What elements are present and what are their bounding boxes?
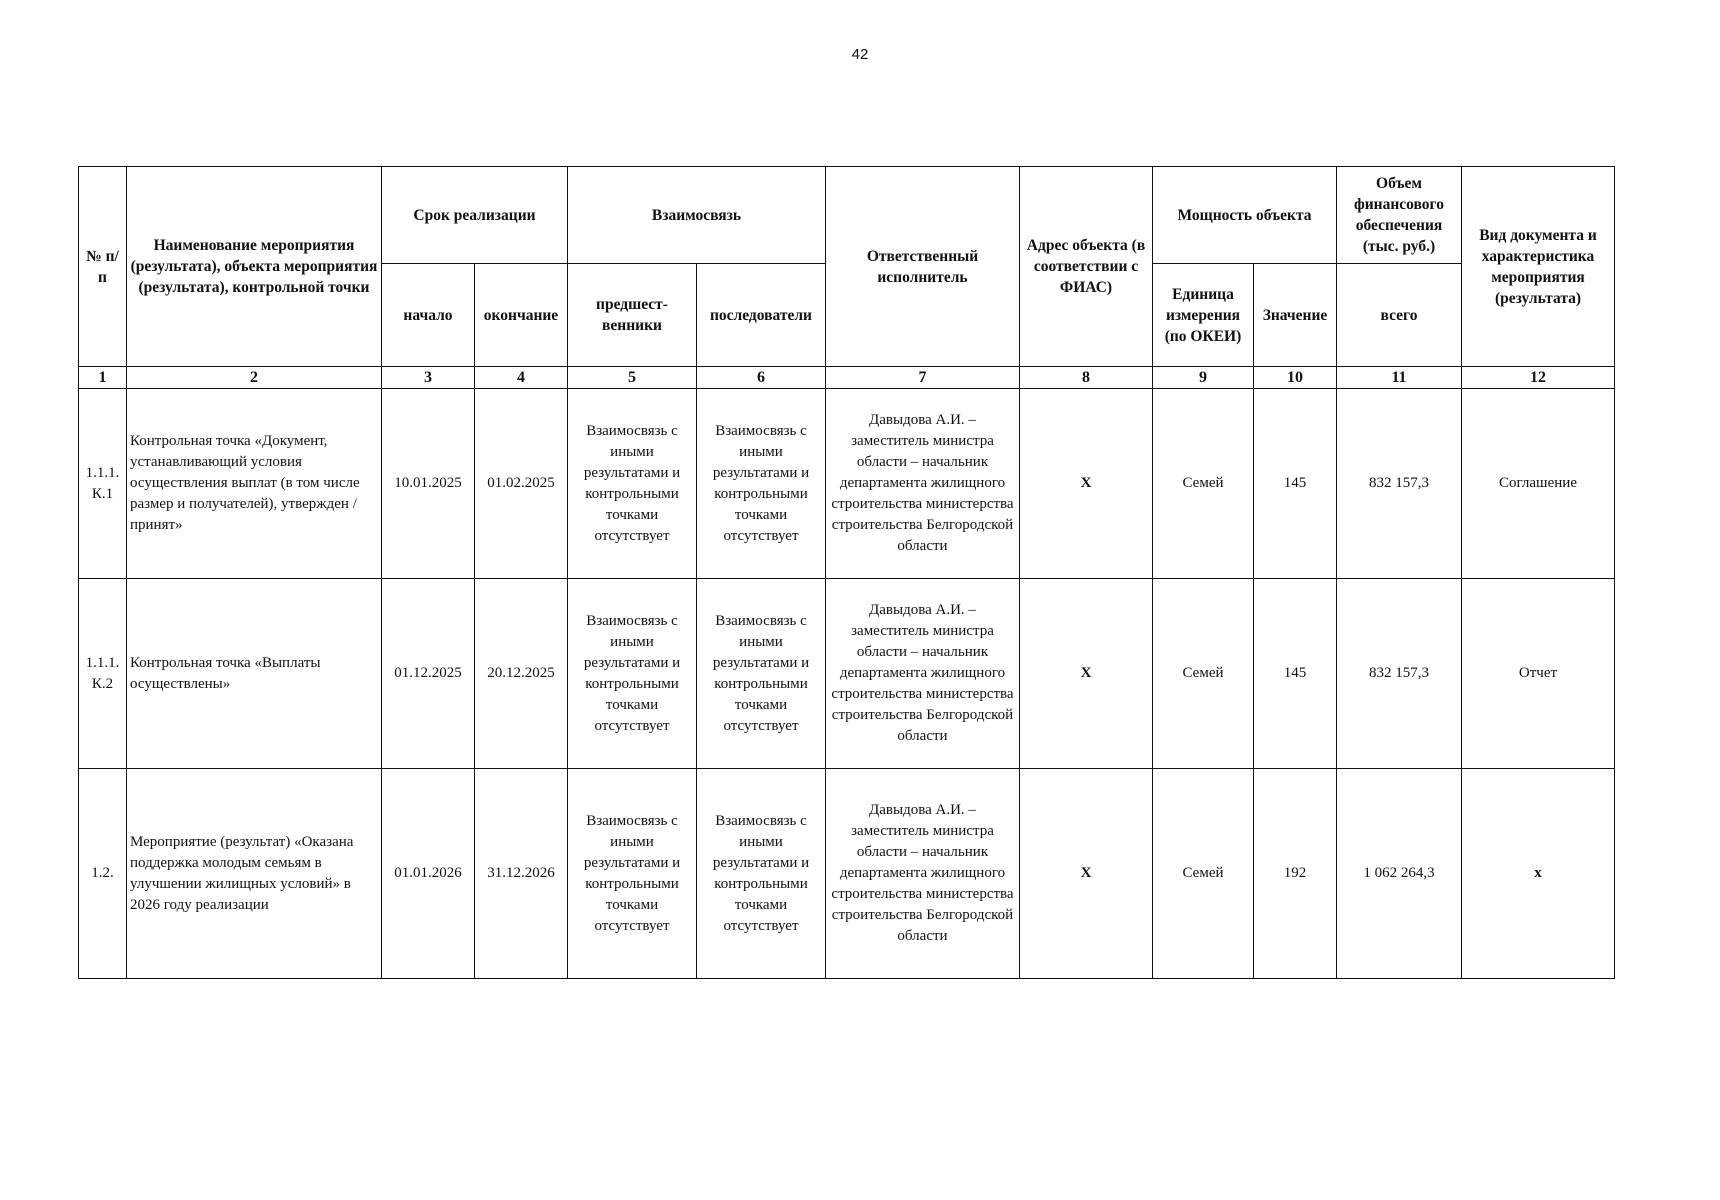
cell-successors: Взаимосвязь с иными результатами и контрольными точками отсутствует [697,579,826,769]
header-link: Взаимосвязь [568,167,826,264]
cell-address: X [1020,579,1153,769]
header-predecessors: предшест- венники [568,264,697,367]
cell-successors: Взаимосвязь с иными результатами и контрольными точками отсутствует [697,769,826,979]
column-number: 1 [79,367,127,389]
cell-num: 1.1.1. К.2 [79,579,127,769]
page-number: 42 [851,46,869,63]
header-term: Срок реализации [382,167,568,264]
cell-start: 01.12.2025 [382,579,475,769]
header-num: № п/п [79,167,127,367]
header-doc-type: Вид документа и характеристика мероприятия (результата) [1462,167,1615,367]
cell-num: 1.1.1. К.1 [79,389,127,579]
column-number: 11 [1337,367,1462,389]
header-end: окончание [475,264,568,367]
table-row [79,769,1615,979]
header-name: Наименование мероприятия (результата), объекта мероприятия (результата), контрольной точки [127,167,382,367]
cell-responsible: Давыдова А.И. – заместитель министра области – начальник департамента жилищного строительства министерства строительства Белгородской области [826,389,1020,579]
cell-doc-type: x [1462,769,1615,979]
cell-address: X [1020,389,1153,579]
cell-unit: Семей [1153,389,1254,579]
header-unit: Единица измерения (по ОКЕИ) [1153,264,1254,367]
cell-total: 832 157,3 [1337,579,1462,769]
cell-num: 1.2. [79,769,127,979]
cell-total: 1 062 264,3 [1337,769,1462,979]
cell-doc-type: Соглашение [1462,389,1615,579]
header-address: Адрес объекта (в соответствии с ФИАС) [1020,167,1153,367]
column-number: 4 [475,367,568,389]
activities-table [78,166,1615,979]
cell-predecessors: Взаимосвязь с иными результатами и контрольными точками отсутствует [568,769,697,979]
cell-start: 10.01.2025 [382,389,475,579]
column-number: 3 [382,367,475,389]
header-successors: последователи [697,264,826,367]
column-number: 8 [1020,367,1153,389]
cell-unit: Семей [1153,769,1254,979]
cell-name: Контрольная точка «Документ, устанавливающий условия осуществления выплат (в том числе размер и получателей), утвержден / принят» [127,389,382,579]
cell-value: 145 [1254,389,1337,579]
column-number: 6 [697,367,826,389]
cell-successors: Взаимосвязь с иными результатами и контрольными точками отсутствует [697,389,826,579]
cell-predecessors: Взаимосвязь с иными результатами и контрольными точками отсутствует [568,579,697,769]
cell-responsible: Давыдова А.И. – заместитель министра области – начальник департамента жилищного строительства министерства строительства Белгородской области [826,579,1020,769]
cell-end: 31.12.2026 [475,769,568,979]
cell-end: 01.02.2025 [475,389,568,579]
cell-name: Мероприятие (результат) «Оказана поддержка молодым семьям в улучшении жилищных условий» в 2026 году реализации [127,769,382,979]
header-financing: Объем финансового обеспечения (тыс. руб.) [1337,167,1462,264]
column-number: 12 [1462,367,1615,389]
cell-predecessors: Взаимосвязь с иными результатами и контрольными точками отсутствует [568,389,697,579]
cell-start: 01.01.2026 [382,769,475,979]
cell-doc-type: Отчет [1462,579,1615,769]
column-number: 5 [568,367,697,389]
cell-value: 192 [1254,769,1337,979]
column-number: 10 [1254,367,1337,389]
column-number: 9 [1153,367,1254,389]
column-number: 2 [127,367,382,389]
header-value: Значение [1254,264,1337,367]
table-row [79,579,1615,769]
header-start: начало [382,264,475,367]
column-number: 7 [826,367,1020,389]
header-power: Мощность объекта [1153,167,1337,264]
cell-responsible: Давыдова А.И. – заместитель министра области – начальник департамента жилищного строительства министерства строительства Белгородской области [826,769,1020,979]
cell-address: X [1020,769,1153,979]
header-total: всего [1337,264,1462,367]
cell-unit: Семей [1153,579,1254,769]
cell-end: 20.12.2025 [475,579,568,769]
cell-value: 145 [1254,579,1337,769]
cell-name: Контрольная точка «Выплаты осуществлены» [127,579,382,769]
cell-total: 832 157,3 [1337,389,1462,579]
header-responsible: Ответственный исполнитель [826,167,1020,367]
table-row [79,389,1615,579]
